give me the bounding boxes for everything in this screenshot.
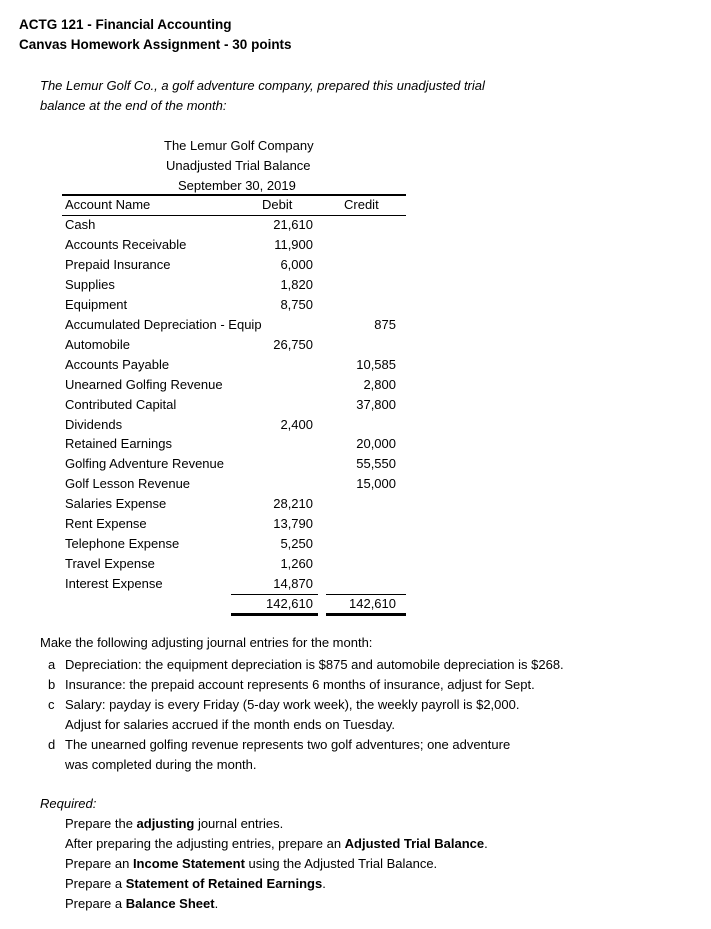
- course-title: ACTG 121 - Financial Accounting: [19, 17, 232, 32]
- account-name: Accounts Payable: [65, 356, 170, 372]
- account-name: Automobile: [65, 336, 131, 352]
- account-name: Cash: [65, 217, 96, 232]
- table-row: [62, 396, 406, 416]
- instructions-heading: Make the following adjusting journal entries for the month:: [40, 635, 373, 650]
- table-row: [62, 495, 406, 515]
- debit-amount: 21,610: [273, 217, 313, 232]
- required-item: [65, 816, 283, 831]
- table-row: [62, 216, 406, 236]
- instruction-letter: b: [48, 677, 56, 692]
- column-header-credit: Credit: [344, 197, 379, 212]
- required-item-emphasis: Adjusted Trial Balance: [344, 836, 485, 851]
- table-row: [62, 475, 406, 495]
- credit-amount: 2,800: [363, 376, 396, 392]
- account-name: Interest Expense: [65, 576, 163, 592]
- instruction-letter: a: [48, 657, 56, 672]
- account-name: Supplies: [65, 276, 115, 292]
- debit-amount: 1,260: [280, 556, 313, 572]
- table-row: [62, 435, 406, 455]
- account-name: Golf Lesson Revenue: [65, 476, 191, 492]
- table-row: [62, 555, 406, 575]
- debit-amount: 11,900: [274, 236, 313, 252]
- debit-amount: 5,250: [280, 536, 313, 552]
- credit-amount: 37,800: [356, 396, 396, 412]
- instruction-text: was completed during the month.: [65, 757, 257, 772]
- table-row: [62, 356, 406, 376]
- table-row: [62, 515, 406, 535]
- credit-amount: 20,000: [356, 436, 396, 452]
- table-row: [62, 276, 406, 296]
- account-name: Golfing Adventure Revenue: [65, 456, 224, 472]
- required-item-text: .: [322, 876, 326, 891]
- required-item-text: .: [484, 836, 488, 851]
- instruction-text: Insurance: the prepaid account represents 6 months of insurance, adjust for Sept.: [65, 677, 535, 692]
- account-name: Equipment: [65, 296, 128, 312]
- instruction-text: Salary: payday is every Friday (5-day work week), the weekly payroll is $2,000.: [65, 697, 520, 712]
- instruction-text: Depreciation: the equipment depreciation is $875 and automobile depreciation is $268.: [65, 657, 564, 672]
- required-item-text: using the Adjusted Trial Balance.: [244, 856, 438, 871]
- account-name: Telephone Expense: [65, 536, 180, 552]
- debit-amount: 6,000: [280, 256, 313, 272]
- required-item-text: Prepare the: [65, 816, 137, 831]
- account-name: Rent Expense: [65, 516, 147, 532]
- account-name: Retained Earnings: [65, 436, 172, 452]
- intro-line-1: The Lemur Golf Co., a golf adventure company, prepared this unadjusted trial: [40, 78, 485, 93]
- required-item-text: Prepare a: [65, 896, 126, 911]
- total-debit: 142,610: [266, 596, 313, 611]
- credit-amount: 15,000: [356, 476, 396, 492]
- required-item-text: Prepare an: [65, 856, 133, 871]
- debit-double-rule: [231, 613, 318, 616]
- credit-double-rule: [326, 613, 406, 616]
- required-item-text: Prepare a: [65, 876, 126, 891]
- required-item: [65, 896, 218, 911]
- instruction-letter: c: [48, 697, 55, 712]
- totals-row: [62, 595, 406, 615]
- instruction-text: The unearned golfing revenue represents two golf adventures; one adventure: [65, 737, 511, 752]
- assignment-title: Canvas Homework Assignment - 30 points: [19, 37, 292, 52]
- instruction-letter: d: [48, 737, 56, 752]
- table-row: [62, 416, 406, 436]
- required-item: [65, 856, 437, 871]
- trial-balance-date: September 30, 2019: [178, 178, 296, 193]
- account-name: Unearned Golfing Revenue: [65, 376, 223, 392]
- table-row: [62, 455, 406, 475]
- required-item-emphasis: Balance Sheet: [125, 896, 215, 911]
- debit-amount: 13,790: [273, 516, 313, 532]
- account-name: Salaries Expense: [65, 496, 167, 512]
- table-row: [62, 256, 406, 276]
- debit-amount: 26,750: [273, 336, 313, 352]
- required-label: Required:: [40, 796, 97, 811]
- table-row: [62, 535, 406, 555]
- company-name: The Lemur Golf Company: [164, 138, 314, 153]
- trial-balance-title: Unadjusted Trial Balance: [166, 158, 311, 173]
- debit-amount: 1,820: [280, 276, 313, 292]
- table-row: [62, 236, 406, 256]
- account-name: Dividends: [65, 416, 123, 432]
- table-row: [62, 296, 406, 316]
- debit-amount: 14,870: [273, 576, 313, 592]
- account-name: Prepaid Insurance: [65, 256, 171, 272]
- total-credit: 142,610: [349, 596, 396, 611]
- debit-amount: 2,400: [280, 416, 313, 432]
- intro-line-2: balance at the end of the month:: [40, 98, 227, 113]
- credit-amount: 10,585: [356, 356, 396, 372]
- required-item: [65, 876, 326, 891]
- column-header-debit: Debit: [262, 197, 293, 212]
- column-header-account: Account Name: [65, 197, 151, 212]
- debit-amount: 28,210: [273, 496, 313, 512]
- account-name: Contributed Capital: [65, 396, 177, 412]
- account-name: Accumulated Depreciation - Equip: [65, 316, 262, 332]
- table-row: [62, 376, 406, 396]
- table-row: [62, 575, 406, 595]
- required-item-emphasis: Income Statement: [132, 856, 245, 871]
- instruction-text: Adjust for salaries accrued if the month ends on Tuesday.: [65, 717, 395, 732]
- required-item: [65, 836, 488, 851]
- credit-amount: 875: [374, 316, 396, 332]
- table-row: [62, 336, 406, 356]
- required-item-text: journal entries.: [194, 816, 284, 831]
- credit-amount: 55,550: [356, 456, 396, 472]
- required-item-emphasis: Statement of Retained Earnings: [125, 876, 323, 891]
- account-name: Travel Expense: [65, 556, 155, 572]
- table-header-row: [62, 196, 406, 216]
- account-name: Accounts Receivable: [65, 236, 187, 252]
- required-item-emphasis: adjusting: [136, 816, 195, 831]
- debit-amount: 8,750: [280, 296, 313, 312]
- table-row: [62, 316, 406, 336]
- required-item-text: .: [214, 896, 219, 911]
- required-item-text: After preparing the adjusting entries, prepare an: [65, 836, 345, 851]
